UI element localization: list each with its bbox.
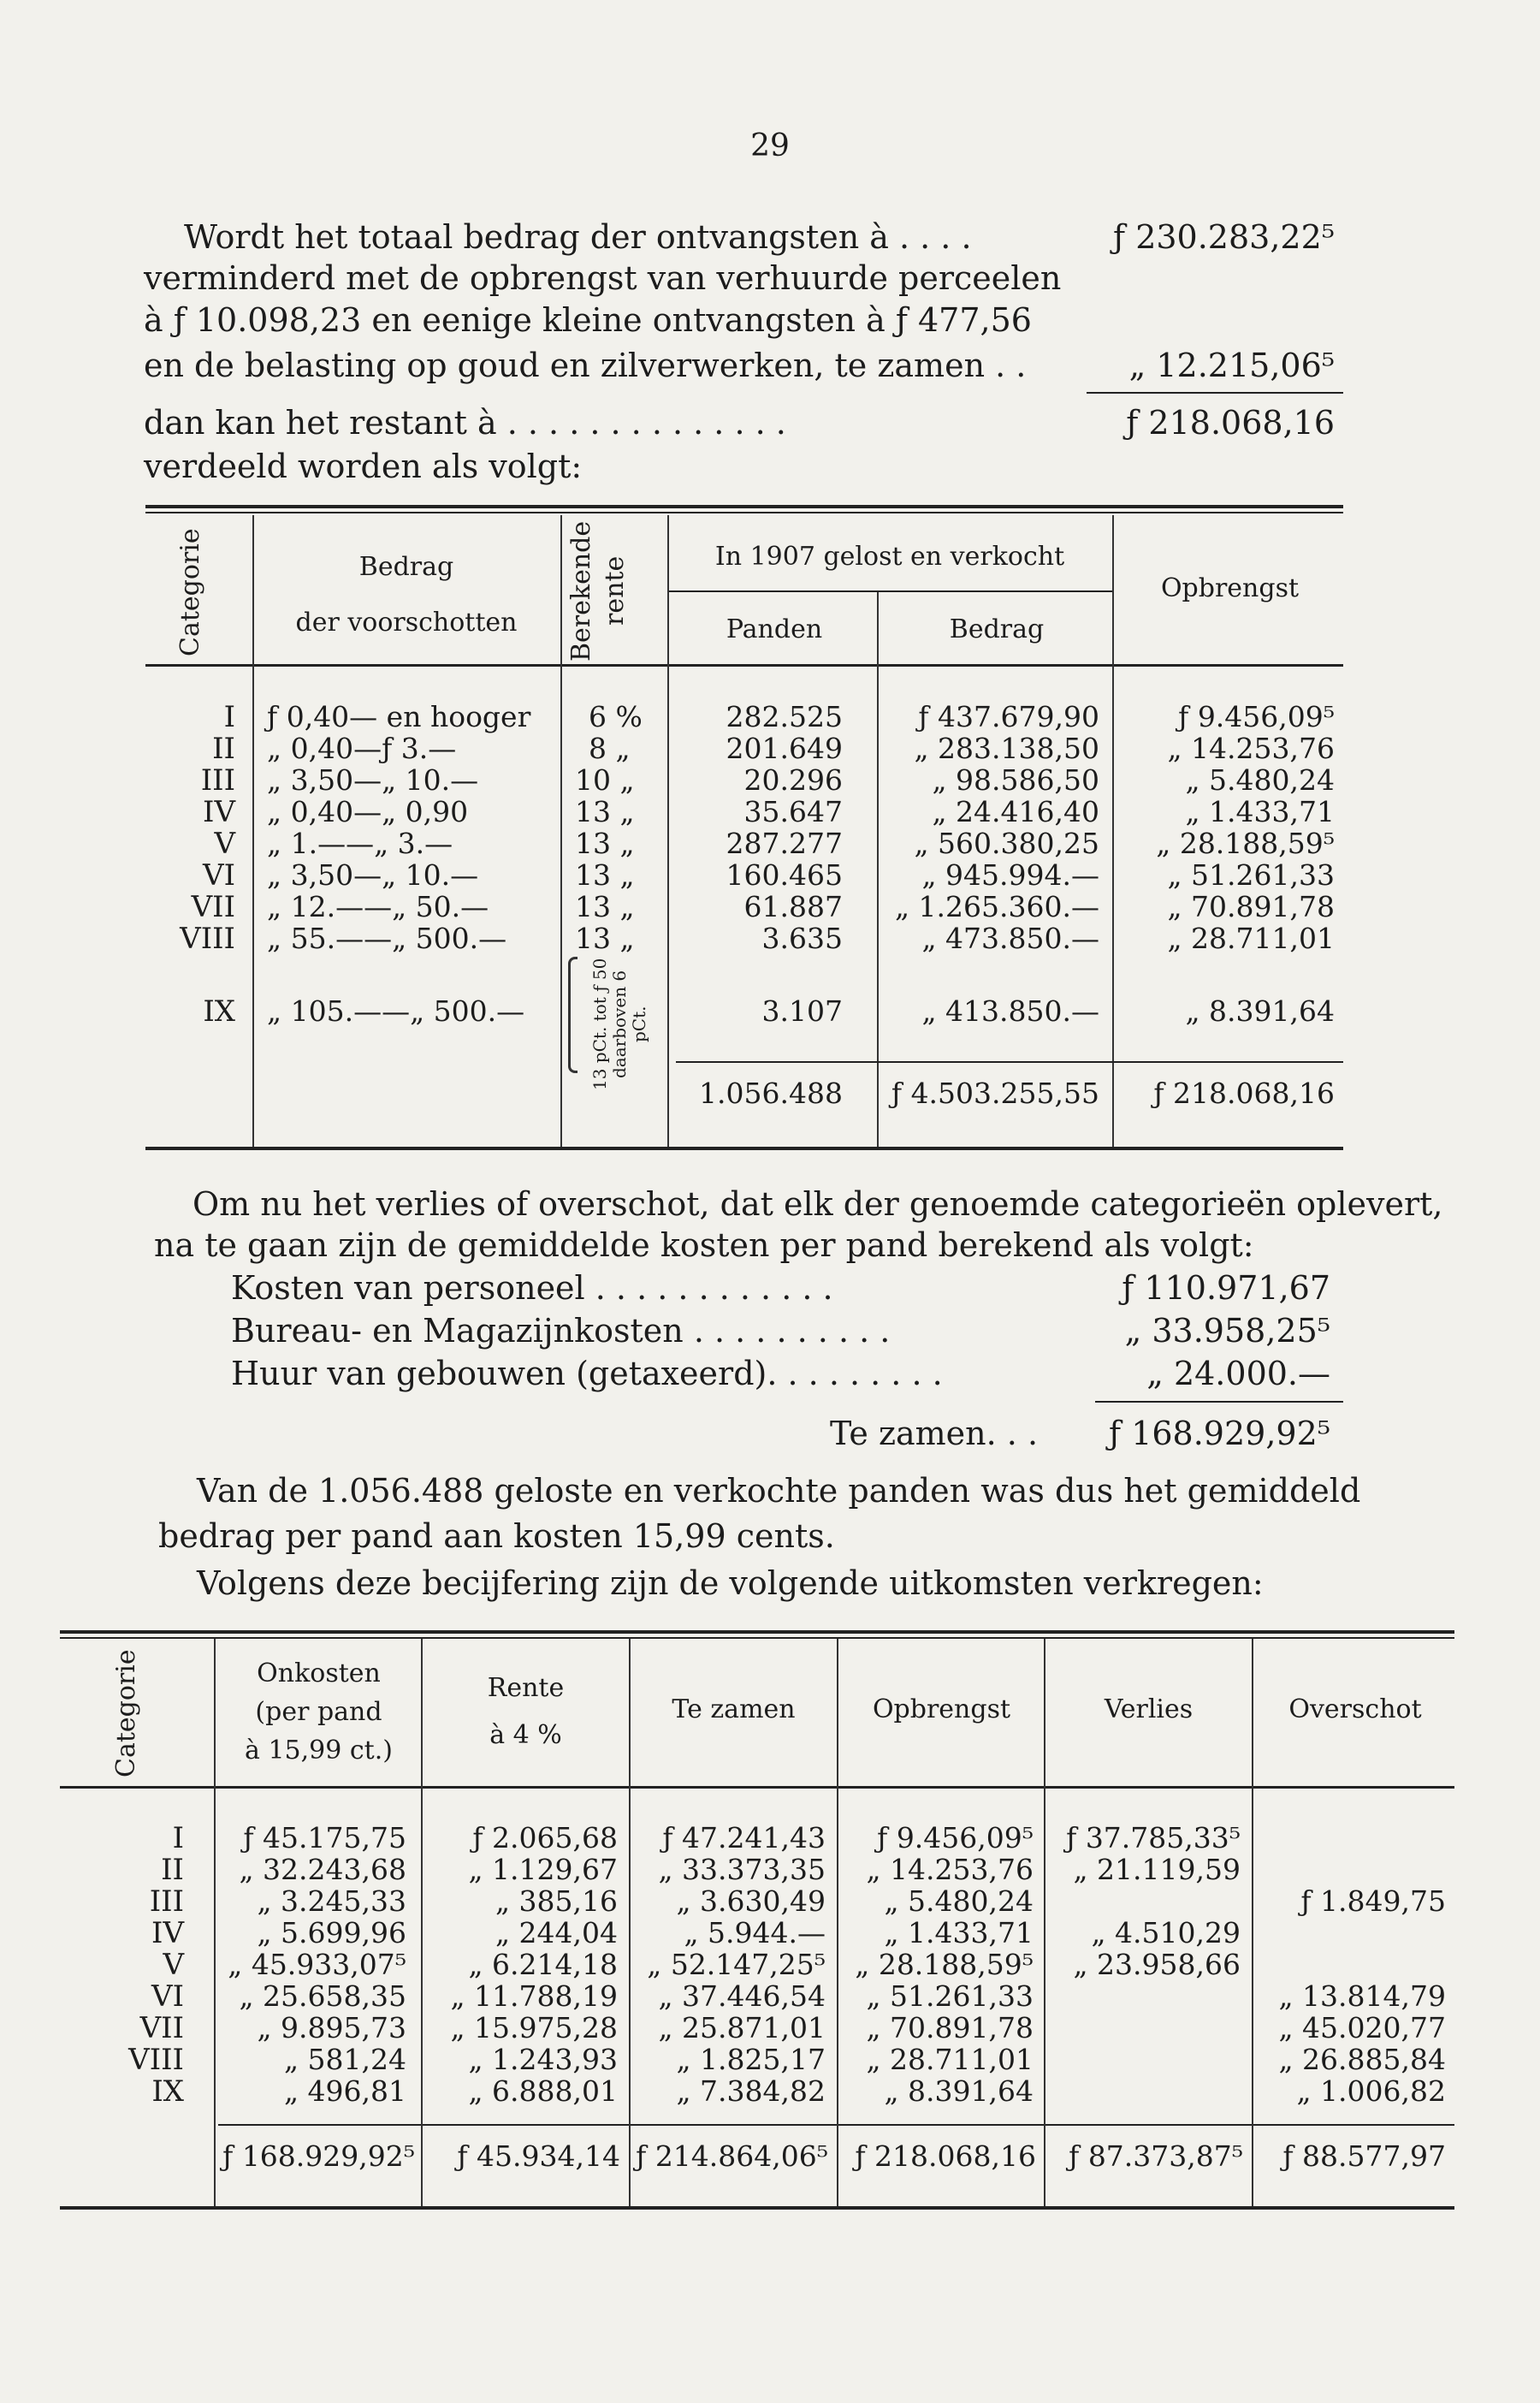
table2-total-rente: ƒ 45.934,14	[457, 2139, 620, 2173]
table2-rente: „ 1.243,93	[468, 2043, 618, 2076]
table2-onkosten: „ 496,81	[283, 2074, 406, 2108]
table1-opbrengst: „ 14.253,76	[1167, 732, 1335, 765]
page-number: 29	[750, 128, 790, 163]
table2-opbrengst: „ 28.711,01	[866, 2043, 1034, 2076]
intro-line-1: Wordt het totaal bedrag der ontvangsten à . . . .	[184, 218, 972, 256]
table2-opbrengst: „ 28.188,59⁵	[855, 1948, 1034, 1981]
table1-panden: 35.647	[743, 795, 843, 828]
table1-bedrag: „ 283.138,50	[914, 732, 1099, 765]
table1-range: „ 0,40—„ 0,90	[267, 795, 469, 828]
table1-brace	[568, 957, 578, 1073]
table1-rente: 10 „	[575, 763, 635, 797]
middle-paragraph-4: bedrag per pand aan kosten 15,99 cents.	[158, 1517, 835, 1555]
table1-opbrengst: „ 51.261,33	[1167, 858, 1335, 892]
table1-rente: 13 „	[575, 890, 635, 923]
intro-amount-deduction: „ 12.215,06⁵	[1128, 347, 1335, 384]
table2-tezamen: „ 5.944.—	[684, 1916, 826, 1949]
table1-total-opbrengst: ƒ 218.068,16	[1153, 1077, 1335, 1110]
table1-range: „ 55.——„ 500.—	[267, 922, 507, 955]
table2-cat: II	[161, 1853, 184, 1887]
table2-header-rule	[60, 1786, 1454, 1789]
cost-item-label: Kosten van personeel . . . . . . . . . . . .	[231, 1269, 833, 1307]
table1-header-categorie: Categorie	[175, 528, 205, 656]
table2-total-verlies: ƒ 87.373,87⁵	[1069, 2139, 1243, 2173]
table2-cat: IX	[151, 2074, 184, 2109]
table2-verlies: „ 21.119,59	[1073, 1853, 1241, 1886]
table2-header-tezamen: Te zamen	[672, 1694, 796, 1724]
table2-vline	[629, 1639, 631, 2206]
intro-line-4: en de belasting op goud en zilverwerken, te zamen . .	[144, 347, 1027, 384]
table1-opbrengst: ƒ 9.456,09⁵	[1178, 700, 1335, 733]
table1-header-opbrengst: Opbrengst	[1160, 573, 1300, 603]
table2-opbrengst: „ 14.253,76	[866, 1853, 1034, 1886]
table1-range: „ 3,50—„ 10.—	[267, 763, 479, 797]
table2-overschot: „ 13.814,79	[1278, 1979, 1446, 2013]
table2-bottom-rule	[60, 2206, 1454, 2210]
table2-header-rente: Rente	[487, 1673, 565, 1703]
table1-bedrag: „ 473.850.—	[921, 922, 1099, 955]
table2-vline	[214, 1639, 216, 2206]
table2-onkosten: „ 3.245,33	[257, 1884, 406, 1918]
table1-total-bedrag: ƒ 4.503.255,55	[891, 1077, 1099, 1110]
table1-header-panden: Panden	[726, 614, 823, 644]
table2-cat: VIII	[128, 2043, 184, 2077]
table1-cat: II	[212, 732, 235, 766]
table2-tezamen: „ 25.871,01	[658, 2011, 826, 2044]
table1-panden: 287.277	[726, 827, 843, 860]
table1-panden: 20.296	[743, 763, 843, 797]
table1-cat: VIII	[180, 922, 235, 956]
table1-rente: 13 „	[575, 827, 635, 860]
middle-paragraph-5: Volgens deze becijfering zijn de volgende uitkomsten verkregen:	[197, 1564, 1264, 1602]
middle-paragraph-1: Om nu het verlies of overschot, dat elk der genoemde categorieën oplevert,	[192, 1185, 1443, 1223]
table2-cat: IV	[151, 1916, 184, 1950]
table2-tezamen: ƒ 47.241,43	[662, 1821, 826, 1854]
table2-rente: „ 15.975,28	[450, 2011, 618, 2044]
table1-rente: 6 %	[589, 700, 643, 733]
table2-cat: VII	[139, 2011, 184, 2045]
table2-onkosten: „ 25.658,35	[239, 1979, 406, 2013]
table2-vline	[1044, 1639, 1045, 2206]
table1-panden: 61.887	[743, 890, 843, 923]
table2-header-onkosten-3: à 15,99 ct.)	[245, 1736, 393, 1765]
table2-opbrengst: „ 70.891,78	[866, 2011, 1034, 2044]
cost-total-amount: ƒ 168.929,92⁵	[1109, 1415, 1330, 1452]
table2-tezamen: „ 52.147,25⁵	[647, 1948, 826, 1981]
intro-line-2: verminderd met de opbrengst van verhuurde perceelen	[144, 259, 1062, 297]
table2-cat: V	[163, 1948, 184, 1982]
table1-header-group: In 1907 gelost en verkocht	[714, 542, 1065, 572]
table2-vline	[421, 1639, 423, 2206]
table1-cat: IV	[203, 795, 235, 829]
table1-opbrengst: „ 28.188,59⁵	[1156, 827, 1335, 860]
table1-vline	[667, 515, 669, 1147]
table1-header-rente: Berekende rente	[566, 520, 630, 662]
table2-opbrengst: „ 1.433,71	[884, 1916, 1034, 1949]
table1-rente: 13 „	[575, 922, 635, 955]
table1-panden: 282.525	[726, 700, 843, 733]
table1-cat: V	[214, 827, 235, 861]
table1-header-rule	[145, 664, 1343, 667]
table1-panden: 3.107	[761, 994, 843, 1028]
table1-panden: 3.635	[761, 922, 843, 955]
middle-paragraph-3: Van de 1.056.488 geloste en verkochte panden was dus het gemiddeld	[197, 1472, 1361, 1510]
table2-tezamen: „ 1.825,17	[676, 2043, 826, 2076]
cost-item-label: Bureau- en Magazijnkosten . . . . . . . . . .	[231, 1312, 891, 1350]
table1-range: ƒ 0,40— en hooger	[267, 700, 531, 733]
intro-line-5: dan kan het restant à . . . . . . . . . . . . . .	[144, 404, 786, 442]
table2-tezamen: „ 37.446,54	[658, 1979, 826, 2013]
table1-range: „ 12.——„ 50.—	[267, 890, 489, 923]
table1-bedrag: „ 98.586,50	[932, 763, 1099, 797]
table1-vline	[560, 515, 562, 1147]
table2-overschot: „ 1.006,82	[1296, 2074, 1446, 2108]
table2-rente: „ 6.888,01	[468, 2074, 618, 2108]
table2-vline	[837, 1639, 838, 2206]
table2-verlies: „ 23.958,66	[1073, 1948, 1241, 1981]
table2-header-onkosten-2: (per pand	[255, 1697, 382, 1727]
table2-top-rule	[60, 1630, 1454, 1634]
intro-line-6: verdeeld worden als volgt:	[144, 448, 583, 485]
intro-amount-restant: ƒ 218.068,16	[1126, 404, 1335, 442]
cost-total-label: Te zamen. . .	[830, 1415, 1039, 1452]
table1-bedrag: „ 24.416,40	[932, 795, 1099, 828]
table2-overschot: „ 26.885,84	[1278, 2043, 1446, 2076]
table2-header-opbrengst: Opbrengst	[872, 1694, 1011, 1724]
table1-cat: VII	[191, 890, 235, 924]
table1-vline	[877, 592, 879, 1147]
table1-opbrengst: „ 70.891,78	[1167, 890, 1335, 923]
table1-cat: VI	[203, 858, 235, 893]
table1-total-panden: 1.056.488	[699, 1077, 843, 1110]
table2-overschot: „ 45.020,77	[1278, 2011, 1446, 2044]
table1-bedrag: „ 1.265.360.—	[894, 890, 1099, 923]
table2-total-overschot: ƒ 88.577,97	[1282, 2139, 1446, 2173]
table2-tezamen: „ 7.384,82	[676, 2074, 826, 2108]
table2-rente: „ 385,16	[495, 1884, 618, 1918]
table1-range: „ 3,50—„ 10.—	[267, 858, 479, 892]
table1-total-rule	[676, 1061, 1343, 1063]
table2-tezamen: „ 33.373,35	[658, 1853, 826, 1886]
table1-header-bedrag2: Bedrag	[949, 614, 1045, 644]
table2-header-onkosten: Onkosten	[257, 1658, 381, 1688]
middle-paragraph-2: na te gaan zijn de gemiddelde kosten per pand berekend als volgt:	[154, 1226, 1254, 1264]
table1-header-bedrag: Bedrag	[358, 552, 454, 582]
table2-header-categorie: Categorie	[111, 1649, 141, 1777]
table1-opbrengst: „ 28.711,01	[1167, 922, 1335, 955]
table2-onkosten: „ 45.933,07⁵	[228, 1948, 406, 1981]
table2-cat: III	[149, 1884, 184, 1919]
table1-range: „ 1.——„ 3.—	[267, 827, 453, 860]
table2-header-verlies: Verlies	[1104, 1694, 1194, 1724]
table2-overschot: ƒ 1.849,75	[1300, 1884, 1446, 1918]
table1-vline	[252, 515, 254, 1147]
table1-opbrengst: „ 1.433,71	[1185, 795, 1335, 828]
table2-onkosten: „ 9.895,73	[257, 2011, 406, 2044]
table1-cat: III	[200, 763, 235, 798]
table2-opbrengst: ƒ 9.456,09⁵	[877, 1821, 1034, 1854]
cost-item-amount: „ 24.000.—	[1146, 1355, 1330, 1392]
table2-onkosten: „ 5.699,96	[257, 1916, 406, 1949]
table1-panden: 160.465	[726, 858, 843, 892]
table1-vline	[1112, 515, 1114, 1147]
table2-verlies: „ 4.510,29	[1091, 1916, 1241, 1949]
table1-range: „ 0,40—ƒ 3.—	[267, 732, 457, 765]
table1-cat: I	[223, 700, 235, 734]
table2-vline	[1252, 1639, 1253, 2206]
table2-rente: „ 11.788,19	[450, 1979, 618, 2013]
table2-rente: „ 1.129,67	[468, 1853, 618, 1886]
table2-opbrengst: „ 8.391,64	[884, 2074, 1034, 2108]
table1-opbrengst: „ 5.480,24	[1185, 763, 1335, 797]
table1-range: „ 105.——„ 500.—	[267, 994, 525, 1028]
table2-header-rente-2: à 4 %	[489, 1720, 562, 1750]
intro-amount-total: ƒ 230.283,22⁵	[1113, 218, 1335, 256]
table1-cat: IX	[203, 994, 235, 1029]
table2-total-opbrengst: ƒ 218.068,16	[855, 2139, 1036, 2173]
table1-top-rule-2	[145, 512, 1343, 513]
table1-top-rule	[145, 505, 1343, 508]
table2-verlies: ƒ 37.785,33⁵	[1066, 1821, 1241, 1854]
table1-opbrengst: „ 8.391,64	[1185, 994, 1335, 1028]
table1-rente: 13 „	[575, 858, 635, 892]
table1-ix-rente-note: 13 pCt. tot ƒ 50 daarboven 6 pCt.	[589, 958, 649, 1091]
table2-opbrengst: „ 5.480,24	[884, 1884, 1034, 1918]
table1-panden: 201.649	[726, 732, 843, 765]
table2-onkosten: ƒ 45.175,75	[243, 1821, 406, 1854]
table2-opbrengst: „ 51.261,33	[866, 1979, 1034, 2013]
cost-item-label: Huur van gebouwen (getaxeerd). . . . . . . . .	[231, 1355, 943, 1392]
intro-line-3: à ƒ 10.098,23 en eenige kleine ontvangsten à ƒ 477,56	[144, 301, 1032, 339]
table2-total-tezamen: ƒ 214.864,06⁵	[636, 2139, 828, 2173]
intro-sum-rule	[1087, 392, 1343, 394]
table1-rente: 8 „	[589, 732, 631, 765]
table1-group-rule	[667, 590, 1112, 592]
cost-item-amount: „ 33.958,25⁵	[1124, 1312, 1330, 1350]
table2-onkosten: „ 581,24	[283, 2043, 406, 2076]
table2-rente: „ 6.214,18	[468, 1948, 618, 1981]
table2-cat: I	[172, 1821, 184, 1855]
table2-top-rule-2	[60, 1637, 1454, 1639]
table2-cat: VI	[151, 1979, 184, 2014]
table2-rente: ƒ 2.065,68	[472, 1821, 618, 1854]
table2-rente: „ 244,04	[495, 1916, 618, 1949]
table1-bedrag: „ 945.994.—	[921, 858, 1099, 892]
table1-bedrag: „ 413.850.—	[921, 994, 1099, 1028]
table1-bedrag: ƒ 437.679,90	[918, 700, 1099, 733]
cost-sum-rule	[1095, 1401, 1343, 1403]
table2-header-overschot: Overschot	[1288, 1694, 1422, 1724]
table1-bottom-rule	[145, 1147, 1343, 1150]
table1-header-voorschotten: der voorschotten	[295, 608, 518, 638]
table2-tezamen: „ 3.630,49	[676, 1884, 826, 1918]
cost-item-amount: ƒ 110.971,67	[1122, 1269, 1330, 1307]
table2-total-onkosten: ƒ 168.929,92⁵	[222, 2139, 415, 2173]
table2-onkosten: „ 32.243,68	[239, 1853, 406, 1886]
table1-rente: 13 „	[575, 795, 635, 828]
table1-bedrag: „ 560.380,25	[914, 827, 1099, 860]
